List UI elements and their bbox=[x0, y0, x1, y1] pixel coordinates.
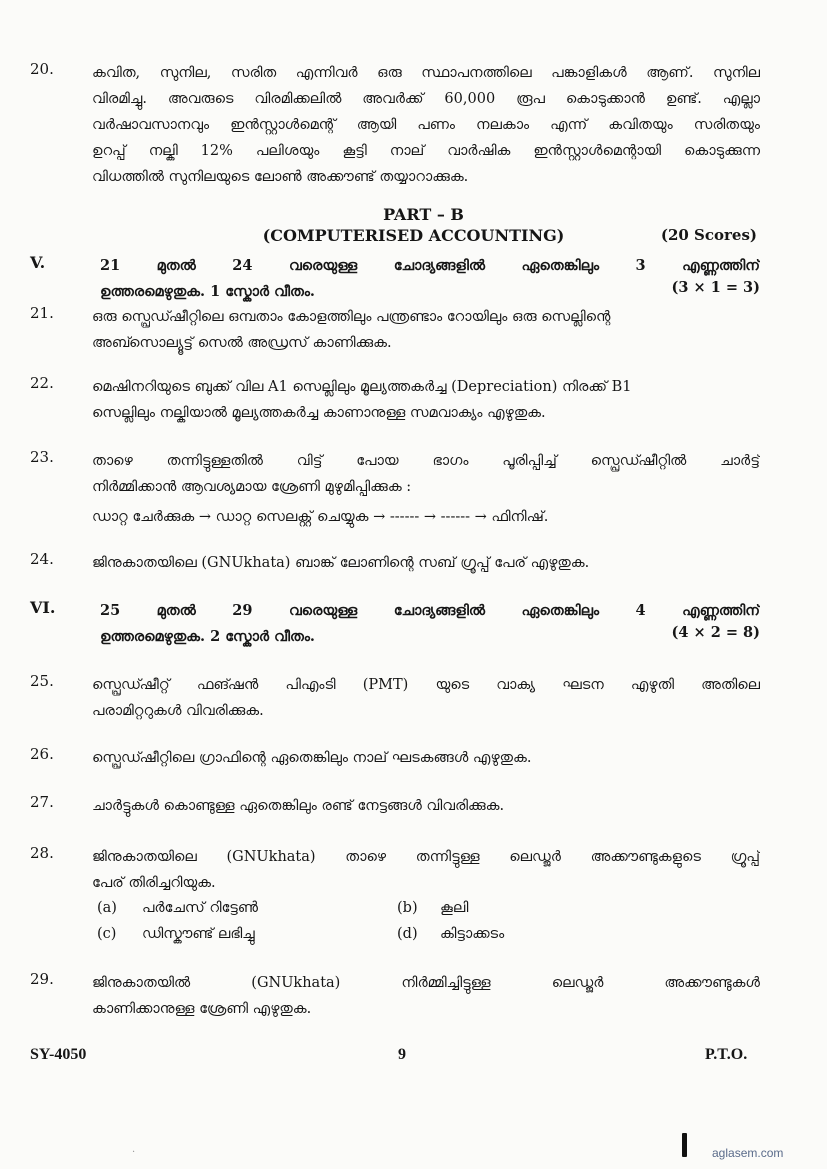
part-title: PART – B bbox=[383, 205, 464, 224]
section-numeral: V. bbox=[30, 253, 46, 272]
question-26 bbox=[30, 745, 760, 771]
question-number: 28. bbox=[30, 844, 54, 862]
question-text bbox=[92, 844, 760, 896]
question-line: നിർമ്മിക്കാൻ ആവശ്യമായ ശ്രേണി മുഴുമിപ്പിക്കുക : bbox=[92, 479, 412, 495]
question-line: സ്പ്രെഡ്ഷീറ്റ് ഫങ്ഷൻ പിഎംടി (PMT) യുടെ വാക്യ ഘടന എഴുതി അതിലെ bbox=[92, 677, 760, 693]
section-v-instruction bbox=[30, 253, 760, 305]
instruction-line: 25 മുതൽ 29 വരെയുള്ള ചോദ്യങ്ങളിൽ ഏതെങ്കിലും 4 എണ്ണത്തിന് bbox=[100, 602, 760, 619]
question-number: 26. bbox=[30, 745, 54, 763]
question-number: 27. bbox=[30, 793, 54, 811]
question-line: ഡാറ്റ ചേർക്കുക → ഡാറ്റ സെലക്റ്റ് ചെയ്യുക → ------ → ------ → ഫിനിഷ്. bbox=[92, 509, 549, 525]
question-line: പേര് തിരിച്ചറിയുക. bbox=[92, 875, 216, 891]
ink-mark bbox=[682, 1133, 687, 1157]
option-text: കിട്ടാക്കടം bbox=[440, 926, 505, 942]
question-line: വിരമിച്ചു. അവരുടെ വിരമിക്കലിൽ അവർക്ക് 60,000 രൂപ കൊടുക്കാൻ ഉണ്ട്. എല്ലാ bbox=[92, 91, 760, 107]
question-28 bbox=[30, 844, 760, 954]
question-text bbox=[92, 550, 760, 576]
part-subtitle: (COMPUTERISED ACCOUNTING) bbox=[262, 226, 565, 245]
part-scores: (20 Scores) bbox=[660, 226, 757, 244]
paper-code: SY-4050 bbox=[30, 1046, 87, 1063]
question-line: ജിനുകാതയിൽ (GNUkhata) നിർമ്മിച്ചിട്ടുള്ള ലെഡ്ജർ അക്കൗണ്ടുകൾ bbox=[92, 975, 760, 991]
question-number: 29. bbox=[30, 970, 54, 988]
question-line: ജിനുകാതയിലെ (GNUkhata) ബാങ്ക് ലോണിന്റെ സബ് ഗ്രൂപ്പ് പേര് എഴുതുക. bbox=[92, 555, 590, 571]
question-line: ഉറപ്പ് നല്കി 12% പലിശയും കൂട്ടി നാല് വാർഷിക ഇൻസ്റ്റാൾമെന്റായി കൊടുക്കുന്ന bbox=[92, 143, 760, 159]
question-line: ജിനുകാതയിലെ (GNUkhata) താഴെ തന്നിട്ടുള്ള ലെഡ്ജർ അക്കൗണ്ടുകളുടെ ഗ്രൂപ്പ് bbox=[92, 849, 760, 865]
question-line: ഒരു സ്പ്രെഡ്ഷീറ്റിലെ ഒമ്പതാം കോളത്തിലും പന്ത്രണ്ടാം റോയിലും ഒരു സെല്ലിന്റെ bbox=[92, 309, 611, 325]
question-20 bbox=[30, 60, 760, 190]
question-21 bbox=[30, 304, 760, 356]
question-line: ചാർട്ടുകൾ കൊണ്ടുള്ള ഏതെങ്കിലും രണ്ട് നേട്ടങ്ങൾ വിവരിക്കുക. bbox=[92, 798, 505, 814]
question-number: 25. bbox=[30, 672, 54, 690]
question-23 bbox=[30, 448, 760, 526]
question-line: വർഷാവസാനവും ഇൻസ്റ്റാൾമെന്റ് ആയി പണം നലകാം എന്ന് കവിതയും സരിതയും bbox=[92, 117, 760, 133]
question-text bbox=[92, 448, 760, 530]
question-text bbox=[92, 970, 760, 1022]
option-key: (c) bbox=[97, 926, 117, 942]
question-text bbox=[92, 374, 760, 426]
question-line: കവിത, സുനില, സരിത എന്നിവർ ഒരു സ്ഥാപനത്തിലെ പങ്കാളികൾ ആണ്. സുനില bbox=[92, 65, 760, 81]
section-vi-instruction bbox=[30, 598, 760, 650]
question-27 bbox=[30, 793, 760, 819]
option-text: പർചേസ് റിട്ടേൺ bbox=[142, 900, 259, 916]
instruction-line: ഉത്തരമെഴുതുക. 2 സ്കോർ വീതം. bbox=[100, 628, 315, 645]
option-key: (b) bbox=[397, 900, 418, 916]
pto-label: P.T.O. bbox=[705, 1046, 748, 1063]
page-number: 9 bbox=[398, 1046, 406, 1063]
option-text: കൂലി bbox=[440, 900, 469, 916]
option-key: (d) bbox=[397, 926, 418, 942]
question-number: 21. bbox=[30, 304, 54, 322]
question-number: 20. bbox=[30, 60, 54, 78]
question-line: അബ്സൊല്യൂട്ട് സെൽ അഡ്രസ് കാണിക്കുക. bbox=[92, 335, 392, 351]
question-number: 24. bbox=[30, 550, 54, 568]
watermark-text: aglasem.com bbox=[712, 1146, 784, 1160]
section-instruction bbox=[100, 598, 760, 650]
question-29 bbox=[30, 970, 760, 1022]
question-24 bbox=[30, 550, 760, 576]
question-25 bbox=[30, 672, 760, 724]
question-line: താഴെ തന്നിട്ടുള്ളതിൽ വിട്ട് പോയ ഭാഗം പൂരിപ്പിച്ച് സ്പ്രെഡ്ഷീറ്റിൽ ചാർട്ട് bbox=[92, 453, 760, 469]
option-text: ഡിസ്കൗണ്ട് ലഭിച്ചു bbox=[142, 926, 255, 942]
question-line: മെഷിനറിയുടെ ബുക്ക് വില A1 സെല്ലിലും മൂല്യത്തകർച്ച (Depreciation) നിരക്ക് B1 bbox=[92, 379, 632, 395]
section-instruction bbox=[100, 253, 760, 305]
question-text bbox=[92, 672, 760, 724]
instruction-line: 21 മുതൽ 24 വരെയുള്ള ചോദ്യങ്ങളിൽ ഏതെങ്കിലും 3 എണ്ണത്തിന് bbox=[100, 257, 760, 274]
question-line: കാണിക്കാനുള്ള ശ്രേണി എഴുതുക. bbox=[92, 1001, 312, 1017]
question-number: 22. bbox=[30, 374, 54, 392]
question-line: സ്പ്രെഡ്ഷീറ്റിലെ ഗ്രാഫിന്റെ ഏതെങ്കിലും നാല് ഘടകങ്ങൾ എഴുതുക. bbox=[92, 750, 532, 766]
section-marks: (4 × 2 = 8) bbox=[671, 624, 760, 641]
question-line: സെല്ലിലും നല്കിയാൽ മൂല്യത്തകർച്ച കാണാനുള്ള സമവാക്യം എഴുതുക. bbox=[92, 405, 546, 421]
page-smudge: · bbox=[132, 1147, 136, 1158]
section-numeral: VI. bbox=[30, 598, 56, 617]
question-22 bbox=[30, 374, 760, 426]
question-text bbox=[92, 304, 760, 356]
option-key: (a) bbox=[97, 900, 117, 916]
question-text bbox=[92, 60, 760, 190]
question-number: 23. bbox=[30, 448, 54, 466]
section-marks: (3 × 1 = 3) bbox=[671, 279, 760, 296]
question-text bbox=[92, 745, 760, 771]
question-line: വിധത്തിൽ സുനിലയുടെ ലോൺ അക്കൗണ്ട് തയ്യാറാക്കുക. bbox=[92, 169, 469, 185]
question-text bbox=[92, 793, 760, 819]
instruction-line: ഉത്തരമെഴുതുക. 1 സ്കോർ വീതം. bbox=[100, 283, 315, 300]
question-line: പരാമിറ്ററുകൾ വിവരിക്കുക. bbox=[92, 703, 264, 719]
